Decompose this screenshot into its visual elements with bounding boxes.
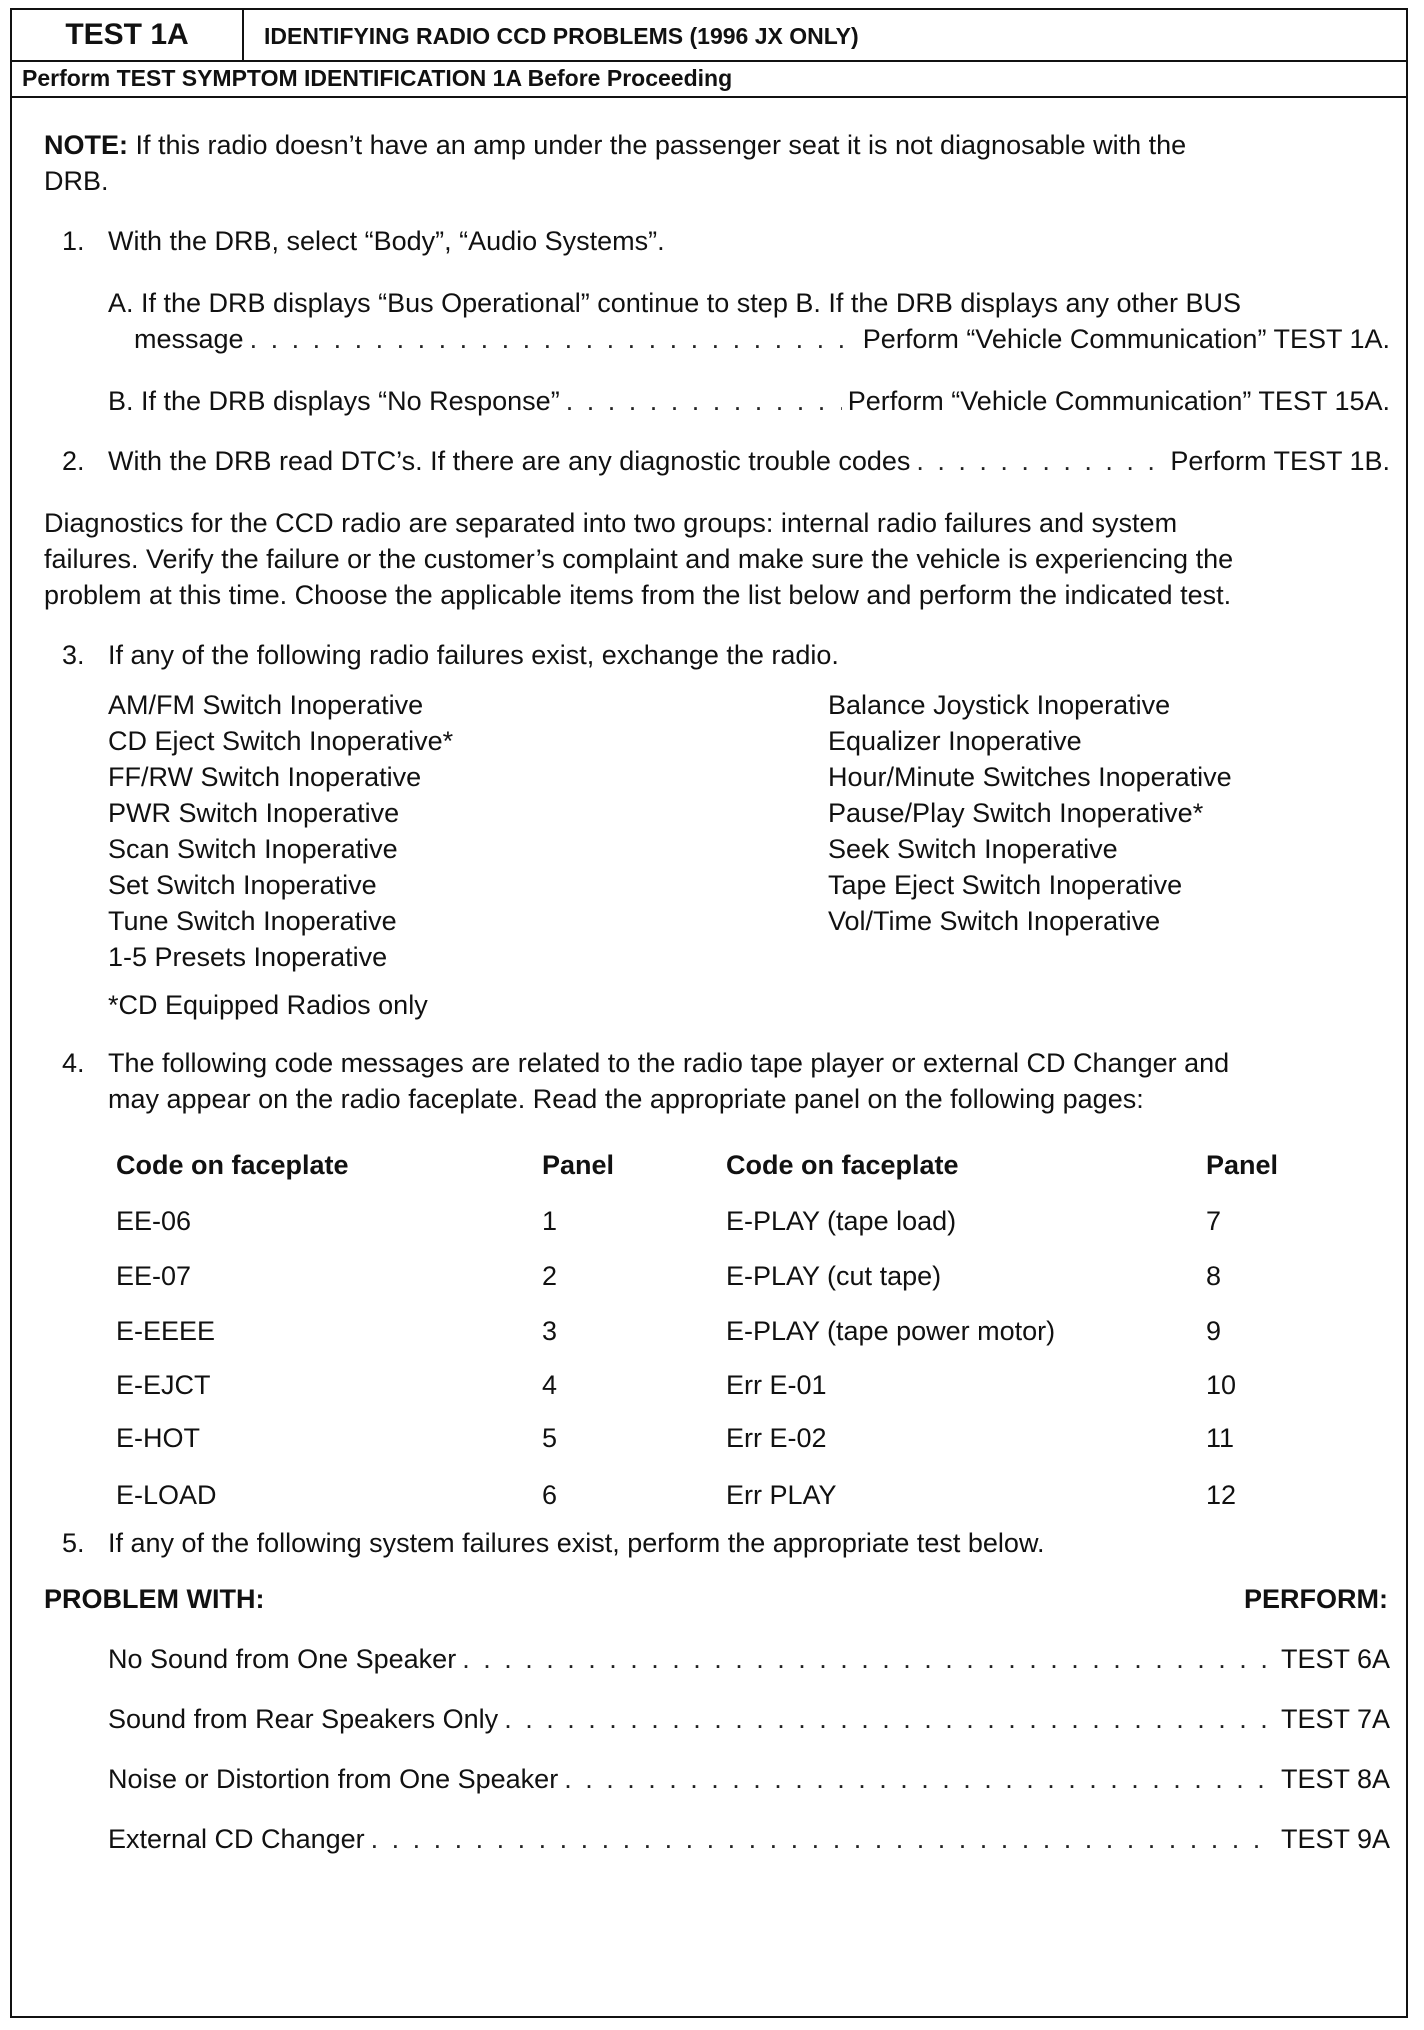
step-2	[108, 443, 1390, 479]
panel-cell: 11	[1206, 1423, 1235, 1453]
code-cell: E-EEEE	[116, 1316, 216, 1346]
code-cell: E-PLAY (tape power motor)	[726, 1316, 1056, 1346]
intro-line-3: problem at this time. Choose the applicable items from the list below and perform the indicated test.	[44, 580, 1232, 610]
code-cell: E-HOT	[116, 1423, 200, 1453]
problem-column-header: PROBLEM WITH:	[44, 1584, 265, 1614]
note-label: NOTE:	[44, 130, 128, 160]
problem-text: Sound from Rear Speakers Only	[108, 1704, 499, 1734]
panel-cell: 7	[1206, 1206, 1222, 1236]
test-id: TEST 1A	[12, 10, 244, 60]
failure-item: Pause/Play Switch Inoperative*	[828, 798, 1204, 828]
failure-item: AM/FM Switch Inoperative	[108, 690, 424, 720]
failure-item: Set Switch Inoperative	[108, 870, 377, 900]
step-1a-line-1: A. If the DRB displays “Bus Operational” continue to step B. If the DRB displays any other BUS	[108, 288, 1242, 318]
step-1b-action: Perform “Vehicle Communication” TEST 15A.	[847, 386, 1390, 416]
problem-row	[108, 1821, 1390, 1857]
step-5-text: If any of the following system failures exist, perform the appropriate test below.	[108, 1528, 1045, 1558]
code-cell: EE-06	[116, 1206, 192, 1236]
prerequisite-text: Perform TEST SYMPTOM IDENTIFICATION 1A Before Proceeding	[22, 65, 733, 91]
step-1a-line-2	[134, 321, 1390, 357]
step-4-number: 4.	[62, 1048, 85, 1078]
panel-cell: 5	[542, 1423, 558, 1453]
leader-dots	[564, 1761, 1275, 1797]
step-4-line-1: The following code messages are related to the radio tape player or external CD Changer and	[108, 1048, 1230, 1078]
panel-cell: 6	[542, 1480, 558, 1510]
step-2-text: With the DRB read DTC’s. If there are any diagnostic trouble codes	[108, 446, 911, 476]
panel-cell: 12	[1206, 1480, 1237, 1510]
failure-item: CD Eject Switch Inoperative*	[108, 726, 454, 756]
failure-item: Equalizer Inoperative	[828, 726, 1082, 756]
failure-item: Hour/Minute Switches Inoperative	[828, 762, 1232, 792]
test-title: IDENTIFYING RADIO CCD PROBLEMS (1996 JX ONLY)	[264, 23, 859, 49]
code-table-header: Panel	[1206, 1150, 1279, 1180]
perform-test: TEST 6A	[1280, 1644, 1390, 1674]
leader-dots	[371, 1821, 1275, 1857]
failure-item: Vol/Time Switch Inoperative	[828, 906, 1161, 936]
perform-column-header: PERFORM:	[1244, 1584, 1388, 1614]
panel-cell: 8	[1206, 1261, 1222, 1291]
panel-cell: 2	[542, 1261, 558, 1291]
failure-item: Tune Switch Inoperative	[108, 906, 397, 936]
code-cell: Err E-01	[726, 1370, 827, 1400]
leader-dots	[566, 383, 842, 419]
failure-item: Tape Eject Switch Inoperative	[828, 870, 1183, 900]
problem-row	[108, 1641, 1390, 1677]
note-line-1	[44, 127, 1186, 163]
step-1-number: 1.	[62, 226, 85, 256]
intro-line-1: Diagnostics for the CCD radio are separated into two groups: internal radio failures and system	[44, 508, 1178, 538]
test-panel	[10, 8, 1408, 2018]
code-table-header: Code on faceplate	[116, 1150, 349, 1180]
panel-cell: 4	[542, 1370, 558, 1400]
panel-cell: 9	[1206, 1316, 1222, 1346]
note-text: If this radio doesn’t have an amp under the passenger seat it is not diagnosable with the	[135, 130, 1187, 160]
failure-item: Scan Switch Inoperative	[108, 834, 398, 864]
leader-dots	[916, 443, 1164, 479]
code-cell: EE-07	[116, 1261, 192, 1291]
leader-dots	[250, 321, 857, 357]
step-3-number: 3.	[62, 640, 85, 670]
panel-cell: 10	[1206, 1370, 1237, 1400]
failure-item: Seek Switch Inoperative	[828, 834, 1118, 864]
code-cell: Err E-02	[726, 1423, 827, 1453]
problem-row	[108, 1701, 1390, 1737]
perform-test: TEST 7A	[1280, 1704, 1390, 1734]
code-cell: E-EJCT	[116, 1370, 211, 1400]
step-1b	[108, 383, 1390, 419]
problem-text: Noise or Distortion from One Speaker	[108, 1764, 559, 1794]
problem-text: External CD Changer	[108, 1824, 365, 1854]
step-1a-message: message	[134, 324, 244, 354]
problem-text: No Sound from One Speaker	[108, 1644, 457, 1674]
note-line-2: DRB.	[44, 166, 109, 196]
failure-item: Balance Joystick Inoperative	[828, 690, 1171, 720]
prerequisite-row	[12, 60, 1406, 98]
perform-test: TEST 9A	[1280, 1824, 1390, 1854]
failure-item: PWR Switch Inoperative	[108, 798, 400, 828]
code-cell: Err PLAY	[726, 1480, 837, 1510]
code-cell: E-LOAD	[116, 1480, 217, 1510]
code-cell: E-PLAY (cut tape)	[726, 1261, 942, 1291]
panel-cell: 1	[542, 1206, 558, 1236]
failure-item: FF/RW Switch Inoperative	[108, 762, 422, 792]
code-cell: E-PLAY (tape load)	[726, 1206, 957, 1236]
step-4-line-2: may appear on the radio faceplate. Read the appropriate panel on the following pages:	[108, 1084, 1144, 1114]
failure-item: 1-5 Presets Inoperative	[108, 942, 388, 972]
step-2-action: Perform TEST 1B.	[1170, 446, 1390, 476]
step-1b-text: B. If the DRB displays “No Response”	[108, 386, 560, 416]
step-1-text: With the DRB, select “Body”, “Audio Systems”.	[108, 226, 665, 256]
step-2-number: 2.	[62, 446, 85, 476]
step-3-text: If any of the following radio failures exist, exchange the radio.	[108, 640, 839, 670]
leader-dots	[504, 1701, 1275, 1737]
perform-test: TEST 8A	[1280, 1764, 1390, 1794]
problem-row	[108, 1761, 1390, 1797]
step-1a-action: Perform “Vehicle Communication” TEST 1A.	[862, 324, 1390, 354]
header-row	[12, 10, 1406, 62]
code-table-header: Code on faceplate	[726, 1150, 959, 1180]
intro-line-2: failures. Verify the failure or the customer’s complaint and make sure the vehicle is experiencing the	[44, 544, 1234, 574]
leader-dots	[462, 1641, 1275, 1677]
panel-cell: 3	[542, 1316, 558, 1346]
step-5-number: 5.	[62, 1528, 85, 1558]
step-3-footnote: *CD Equipped Radios only	[108, 990, 428, 1020]
code-table-header: Panel	[542, 1150, 615, 1180]
